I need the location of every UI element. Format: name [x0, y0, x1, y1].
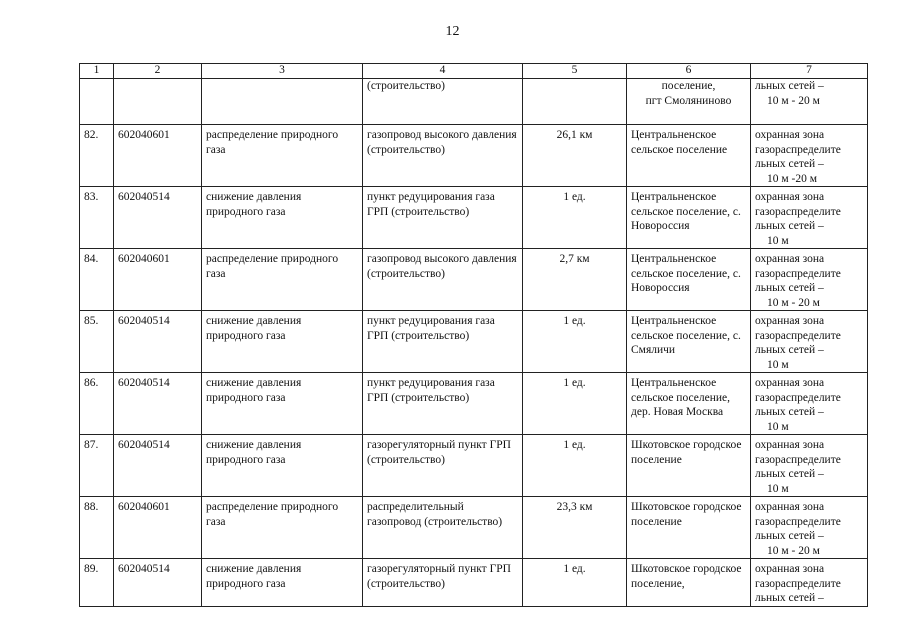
cell-number: 84.: [80, 249, 114, 311]
zone-line: 10 м: [767, 358, 789, 371]
zone-line: 10 м - 20 м: [767, 296, 820, 309]
cell-code: 602040601: [114, 125, 202, 187]
zone-line: льных сетей –: [755, 592, 824, 604]
cell-object: (строительство): [363, 79, 523, 125]
cell-code: 602040514: [114, 559, 202, 607]
zone-line: охранная зона: [755, 315, 825, 327]
cell-zone: [751, 435, 868, 497]
cell-number: 82.: [80, 125, 114, 187]
zone-line: 10 м: [767, 482, 789, 495]
cell-object: газорегуляторный пункт ГРП (строительство): [363, 559, 523, 607]
zone-line: газораспределите: [755, 515, 841, 528]
cell-object: пункт редуцирования газа ГРП (строительство): [363, 373, 523, 435]
cell-purpose: снижение давления природного газа: [202, 435, 363, 497]
cell-place: Шкотовское городское поселение,: [627, 559, 751, 607]
column-header: 4: [363, 64, 523, 79]
column-header: 3: [202, 64, 363, 79]
zone-line: газораспределите: [755, 391, 841, 404]
cell-object: газопровод высокого давления (строительство): [363, 249, 523, 311]
cell-place: Центральненское сельское поселение: [627, 125, 751, 187]
cell-quantity: 1 ед.: [523, 187, 627, 249]
zone-line: 10 м - 20 м: [767, 94, 820, 107]
place-line: пгт Смоляниново: [645, 94, 732, 107]
zone-line: газораспределите: [755, 267, 841, 280]
cell-code: 602040601: [114, 497, 202, 559]
cell-number: 89.: [80, 559, 114, 607]
zone-line: охранная зона: [755, 501, 825, 513]
cell-code: 602040514: [114, 435, 202, 497]
zone-line: льных сетей –: [755, 406, 824, 418]
column-header: 1: [80, 64, 114, 79]
cell-purpose: снижение давления природного газа: [202, 311, 363, 373]
table-row: [80, 435, 868, 497]
table-row: [80, 497, 868, 559]
cell-object: распределительный газопровод (строительство): [363, 497, 523, 559]
table-row: [80, 125, 868, 187]
zone-line: охранная зона: [755, 563, 825, 575]
cell-place: Шкотовское городское поселение: [627, 497, 751, 559]
place-line: поселение,: [661, 80, 716, 92]
cell-place: [627, 79, 751, 125]
objects-table: [79, 63, 868, 607]
cell-object: пункт редуцирования газа ГРП (строительство): [363, 311, 523, 373]
cell-quantity: 1 ед.: [523, 311, 627, 373]
cell-object: газорегуляторный пункт ГРП (строительство): [363, 435, 523, 497]
zone-line: охранная зона: [755, 191, 825, 203]
cell-purpose: [202, 79, 363, 125]
zone-line: охранная зона: [755, 377, 825, 389]
cell-purpose: снижение давления природного газа: [202, 187, 363, 249]
cell-code: 602040601: [114, 249, 202, 311]
cell-quantity: 26,1 км: [523, 125, 627, 187]
cell-zone: [751, 311, 868, 373]
zone-line: 10 м -20 м: [767, 172, 818, 185]
zone-line: льных сетей –: [755, 282, 824, 294]
zone-line: газораспределите: [755, 329, 841, 342]
cell-place: Центральненское сельское поселение, дер. Новая Москва: [627, 373, 751, 435]
cell-purpose: распределение природного газа: [202, 125, 363, 187]
cell-place: Шкотовское городское поселение: [627, 435, 751, 497]
cell-quantity: [523, 79, 627, 125]
cell-number: 85.: [80, 311, 114, 373]
column-header: 7: [751, 64, 868, 79]
zone-line: 10 м: [767, 234, 789, 247]
cell-zone: [751, 249, 868, 311]
zone-line: льных сетей –: [755, 80, 824, 92]
zone-line: газораспределите: [755, 143, 841, 156]
cell-code: 602040514: [114, 373, 202, 435]
page-number: 12: [445, 24, 460, 39]
cell-purpose: распределение природного газа: [202, 497, 363, 559]
cell-object: пункт редуцирования газа ГРП (строительство): [363, 187, 523, 249]
zone-line: охранная зона: [755, 439, 825, 451]
table-row: [80, 249, 868, 311]
cell-quantity: 23,3 км: [523, 497, 627, 559]
header-row: [80, 64, 868, 79]
zone-line: льных сетей –: [755, 530, 824, 542]
cell-code: [114, 79, 202, 125]
table-row: [80, 559, 868, 607]
cell-code: 602040514: [114, 187, 202, 249]
zone-line: льных сетей –: [755, 220, 824, 232]
table-row: [80, 311, 868, 373]
cell-purpose: снижение давления природного газа: [202, 559, 363, 607]
zone-line: льных сетей –: [755, 344, 824, 356]
cell-quantity: 1 ед.: [523, 435, 627, 497]
zone-line: льных сетей –: [755, 158, 824, 170]
continuation-row: [80, 79, 868, 125]
cell-zone: [751, 79, 868, 125]
cell-zone: [751, 559, 868, 607]
cell-code: 602040514: [114, 311, 202, 373]
cell-purpose: распределение природного газа: [202, 249, 363, 311]
cell-quantity: 1 ед.: [523, 373, 627, 435]
zone-line: охранная зона: [755, 253, 825, 265]
column-header: 5: [523, 64, 627, 79]
zone-line: газораспределите: [755, 205, 841, 218]
cell-purpose: снижение давления природного газа: [202, 373, 363, 435]
column-header: 2: [114, 64, 202, 79]
cell-number: 88.: [80, 497, 114, 559]
cell-number: 86.: [80, 373, 114, 435]
cell-place: Центральненское сельское поселение, с. Смяличи: [627, 311, 751, 373]
column-header: 6: [627, 64, 751, 79]
cell-object: газопровод высокого давления (строительство): [363, 125, 523, 187]
cell-number: 83.: [80, 187, 114, 249]
zone-line: 10 м - 20 м: [767, 544, 820, 557]
cell-place: Центральненское сельское поселение, с. Новороссия: [627, 249, 751, 311]
zone-line: газораспределите: [755, 453, 841, 466]
cell-zone: [751, 125, 868, 187]
zone-line: охранная зона: [755, 129, 825, 141]
cell-quantity: 1 ед.: [523, 559, 627, 607]
cell-zone: [751, 497, 868, 559]
table-row: [80, 187, 868, 249]
cell-number: 87.: [80, 435, 114, 497]
cell-number: [80, 79, 114, 125]
zone-line: газораспределите: [755, 577, 841, 590]
table-row: [80, 373, 868, 435]
zone-line: льных сетей –: [755, 468, 824, 480]
cell-place: Центральненское сельское поселение, с. Новороссия: [627, 187, 751, 249]
zone-line: 10 м: [767, 420, 789, 433]
cell-zone: [751, 187, 868, 249]
cell-zone: [751, 373, 868, 435]
cell-quantity: 2,7 км: [523, 249, 627, 311]
